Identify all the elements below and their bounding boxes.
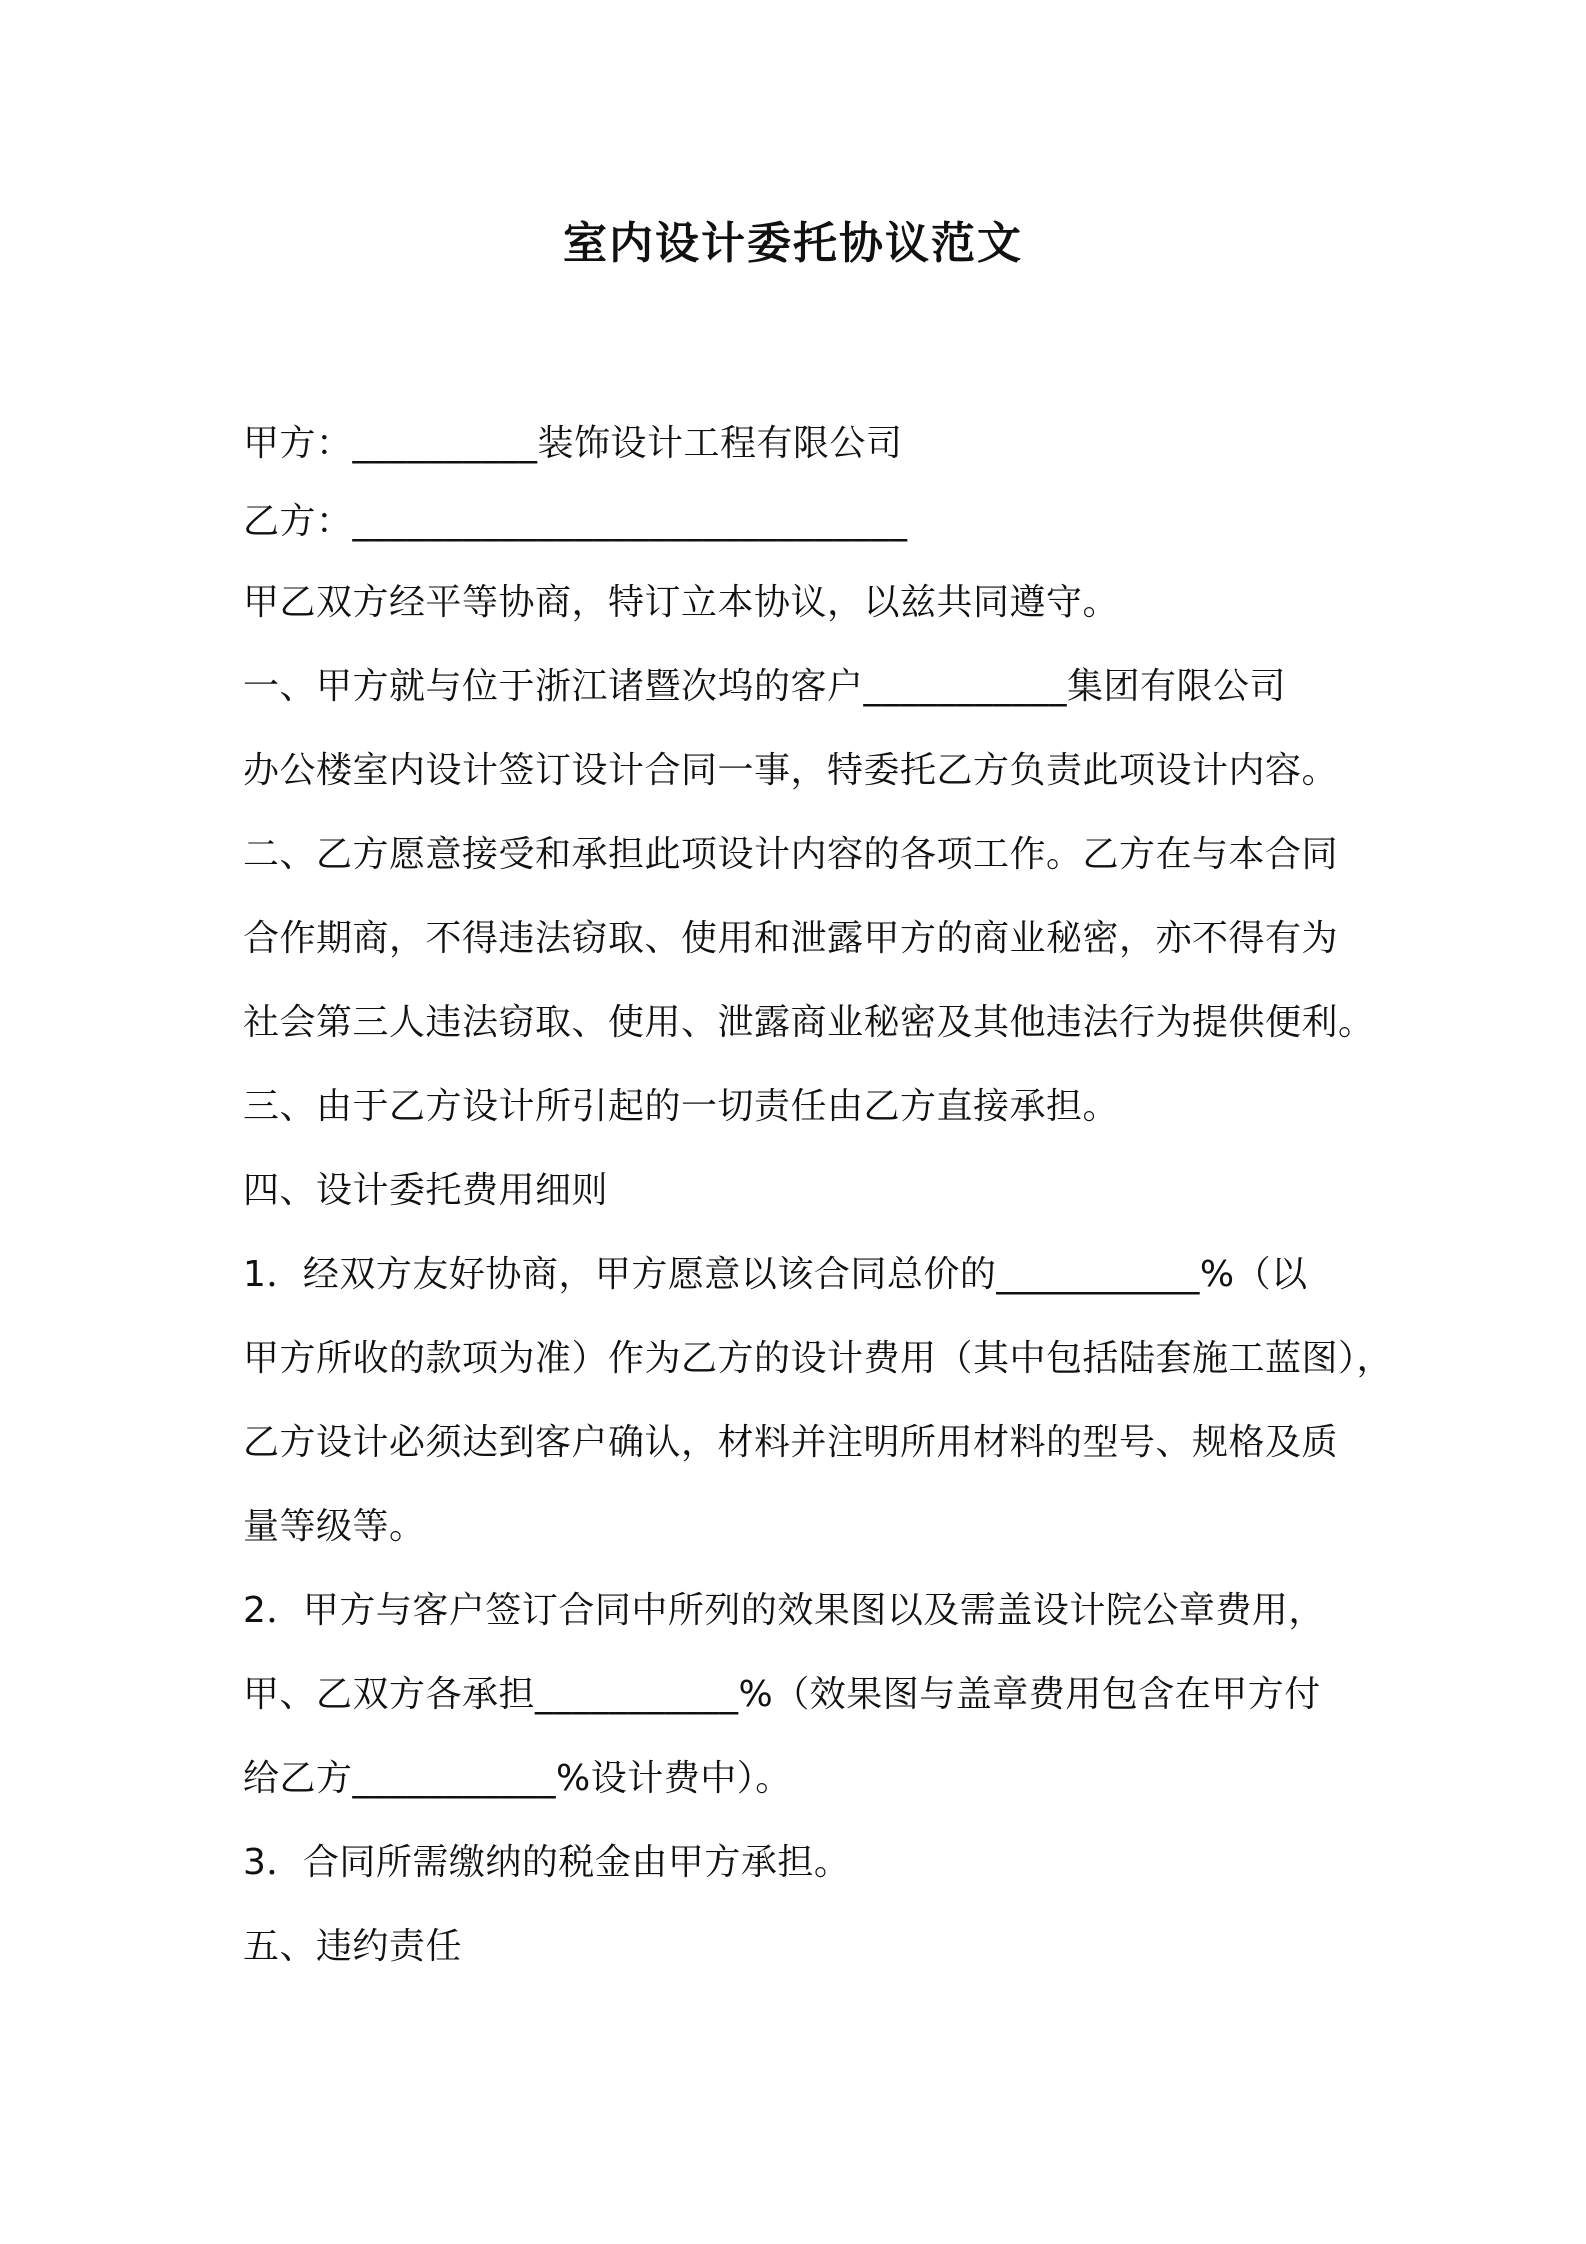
fee-item-3-line: 3．合同所需缴纳的税金由甲方承担。 xyxy=(243,1842,851,1883)
fee-item-1-line-1: 1．经双方友好协商，甲方愿意以该合同总价的___________%（以 xyxy=(243,1254,1308,1295)
clause-2-line-2: 合作期商，不得违法窃取、使用和泄露甲方的商业秘密，亦不得有为 xyxy=(243,918,1339,959)
clause-5-heading: 五、违约责任 xyxy=(243,1926,463,1967)
fee-item-2-line-1: 2．甲方与客户签订合同中所列的效果图以及需盖设计院公章费用， xyxy=(243,1590,1325,1631)
fee-item-1-line-2: 甲方所收的款项为准）作为乙方的设计费用（其中包括陆套施工蓝图）， xyxy=(243,1338,1394,1379)
clause-2-line-3: 社会第三人违法窃取、使用、泄露商业秘密及其他违法行为提供便利。 xyxy=(243,1002,1375,1043)
document-title: 室内设计委托协议范文 xyxy=(563,218,1023,269)
clause-2-line-1: 二、乙方愿意接受和承担此项设计内容的各项工作。乙方在与本合同 xyxy=(243,834,1339,875)
fee-item-1-line-3: 乙方设计必须达到客户确认，材料并注明所用材料的型号、规格及质 xyxy=(243,1422,1339,1463)
clause-1-line-1: 一、甲方就与位于浙江诸暨次坞的客户___________集团有限公司 xyxy=(243,666,1287,707)
document-body xyxy=(243,405,1393,1989)
fee-item-2-line-2: 甲、乙双方各承担___________%（效果图与盖章费用包含在甲方付 xyxy=(243,1674,1321,1715)
party-b-line: 乙方：______________________________ xyxy=(243,501,908,542)
party-a-line: 甲方：__________装饰设计工程有限公司 xyxy=(243,423,903,464)
clause-1-line-2: 办公楼室内设计签订设计合同一事，特委托乙方负责此项设计内容。 xyxy=(243,750,1339,791)
agreement-intro: 甲乙双方经平等协商，特订立本协议，以兹共同遵守。 xyxy=(243,582,1120,623)
fee-item-2-line-3: 给乙方___________%设计费中）。 xyxy=(243,1758,792,1799)
clause-3-line: 三、由于乙方设计所引起的一切责任由乙方直接承担。 xyxy=(243,1086,1120,1127)
fee-item-1-line-4: 量等级等。 xyxy=(243,1506,426,1547)
clause-4-heading: 四、设计委托费用细则 xyxy=(243,1170,609,1211)
